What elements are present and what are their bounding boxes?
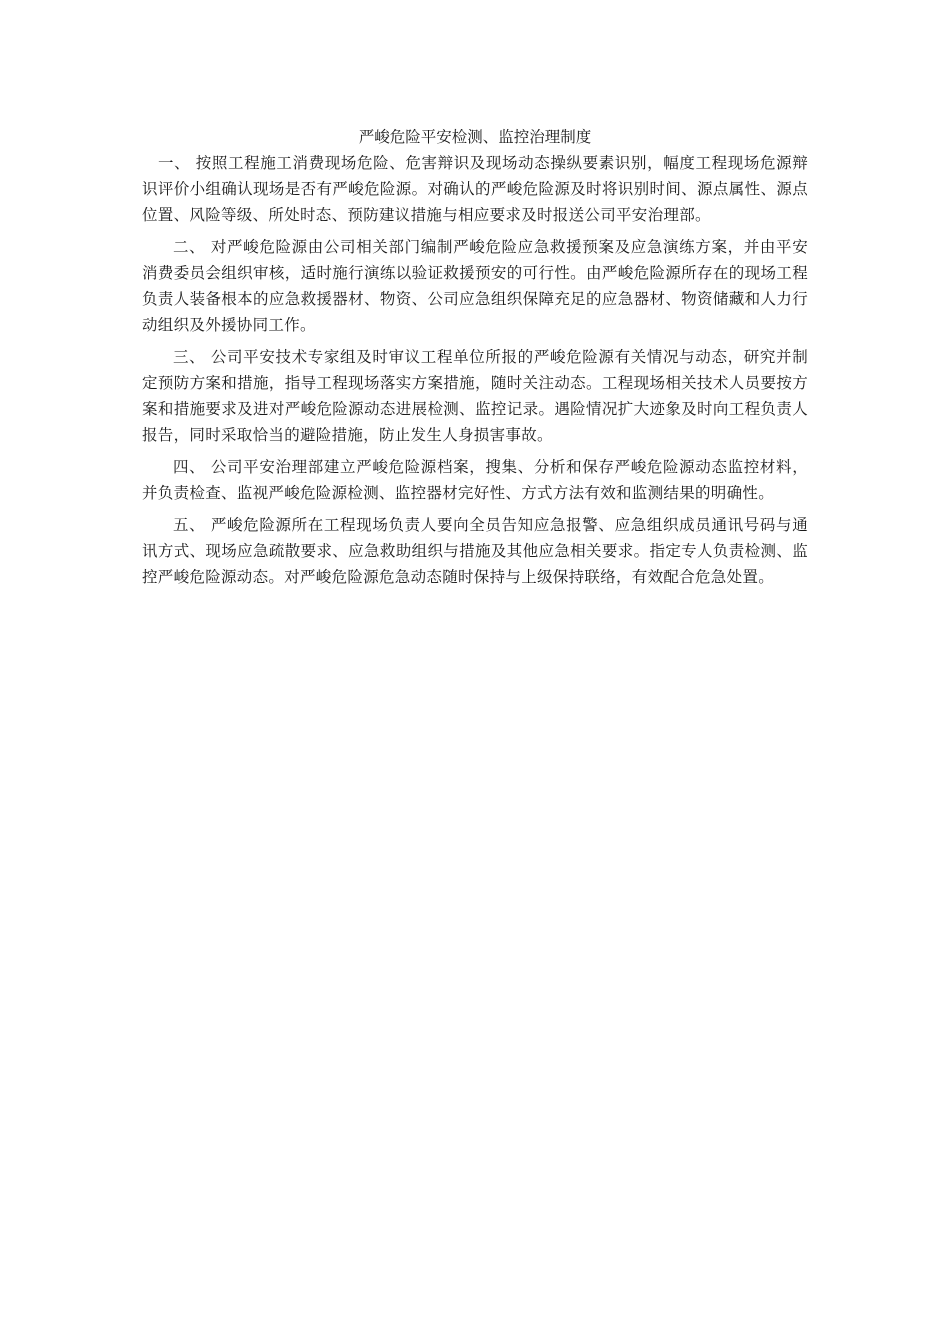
paragraph-1: 一、 按照工程施工消费现场危险、危害辩识及现场动态操纵要素识别，幅度工程现场危源辩识评价小组确认现场是否有严峻危险源。对确认的严峻危险源及时将识别时间、源点属性、源点位置、风险等级、所处时态、预防建议措施与相应要求及时报送公司平安治理部。: [142, 154, 808, 224]
paragraph-2: 二、 对严峻危险源由公司相关部门编制严峻危险应急救援预案及应急演练方案，并由平安消费委员会组织审核，适时施行演练以验证救援预安的可行性。由严峻危险源所存在的现场工程负责人装备根本的应急救援器材、物资、公司应急组织保障充足的应急器材、物资储藏和人力行动组织及外援协同工作。: [142, 238, 808, 334]
document-title: 严峻危险平安检测、监控治理制度: [358, 128, 592, 146]
paragraph-4: 四、 公司平安治理部建立严峻危险源档案，搜集、分析和保存严峻危险源动态监控材料，并负责检查、监视严峻危险源检测、监控器材完好性、方式方法有效和监测结果的明确性。: [142, 458, 808, 502]
paragraph-3: 三、 公司平安技术专家组及时审议工程单位所报的严峻危险源有关情况与动态，研究并制定预防方案和措施，指导工程现场落实方案措施，随时关注动态。工程现场相关技术人员要按方案和措施要求及进对严峻危险源动态进展检测、监控记录。遇险情况扩大迹象及时向工程负责人报告，同时采取恰当的避险措施，防止发生人身损害事故。: [142, 348, 808, 444]
document-body: [142, 124, 808, 596]
paragraph-5: 五、 严峻危险源所在工程现场负责人要向全员告知应急报警、应急组织成员通讯号码与通讯方式、现场应急疏散要求、应急救助组织与措施及其他应急相关要求。指定专人负责检测、监控严峻危险源动态。对严峻危险源危急动态随时保持与上级保持联络，有效配合危急处置。: [142, 516, 808, 586]
